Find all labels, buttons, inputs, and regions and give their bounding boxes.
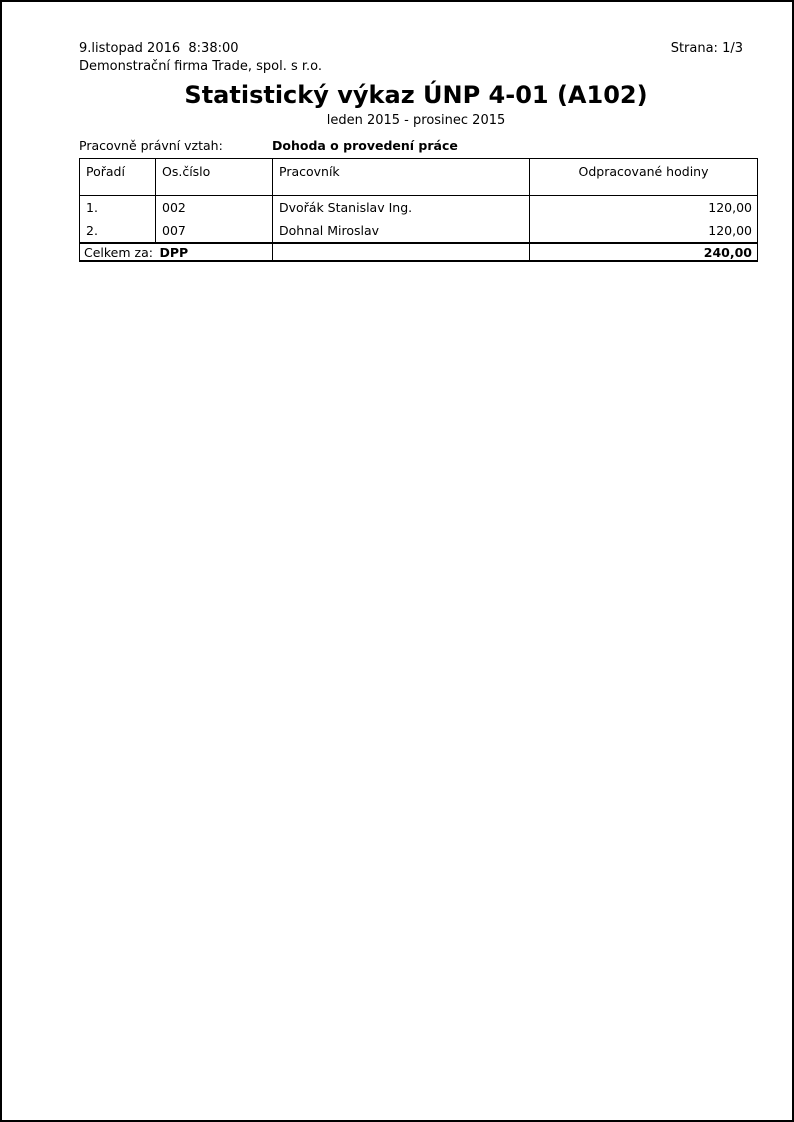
relationship-value: Dohoda o provedení práce bbox=[272, 138, 458, 153]
company-name: Demonstrační firma Trade, spol. s r.o. bbox=[79, 59, 323, 74]
cell-personal-number: 007 bbox=[156, 219, 273, 243]
column-header-hours: Odpracované hodiny bbox=[530, 159, 758, 196]
column-header-worker: Pracovník bbox=[273, 159, 530, 196]
total-label: Celkem za: bbox=[80, 243, 156, 261]
total-empty-cell bbox=[273, 243, 530, 261]
relationship-label: Pracovně právní vztah: bbox=[79, 138, 223, 153]
total-hours: 240,00 bbox=[530, 243, 758, 261]
cell-worker: Dohnal Miroslav bbox=[273, 219, 530, 243]
table-row bbox=[80, 219, 758, 243]
report-period: leden 2015 - prosinec 2015 bbox=[326, 113, 506, 128]
hours-table bbox=[79, 158, 758, 262]
table-header-row bbox=[80, 159, 758, 196]
report-content bbox=[2, 2, 792, 262]
report-title: Statistický výkaz ÚNP 4-01 (A102) bbox=[184, 81, 648, 109]
report-header bbox=[79, 40, 753, 76]
page-number: Strana: 1/3 bbox=[670, 41, 743, 56]
cell-worker: Dvořák Stanislav Ing. bbox=[273, 196, 530, 220]
cell-hours: 120,00 bbox=[530, 219, 758, 243]
cell-hours: 120,00 bbox=[530, 196, 758, 220]
print-datetime: 9.listopad 2016 8:38:00 bbox=[79, 41, 239, 56]
cell-order: 2. bbox=[80, 219, 156, 243]
cell-order: 1. bbox=[80, 196, 156, 220]
column-header-personal-number: Os.číslo bbox=[156, 159, 273, 196]
total-code: DPP bbox=[156, 243, 273, 261]
table-total-row bbox=[80, 243, 758, 261]
relationship-row bbox=[79, 138, 753, 155]
report-header-left bbox=[79, 40, 322, 76]
table-row bbox=[80, 196, 758, 220]
cell-personal-number: 002 bbox=[156, 196, 273, 220]
column-header-order: Pořadí bbox=[80, 159, 156, 196]
